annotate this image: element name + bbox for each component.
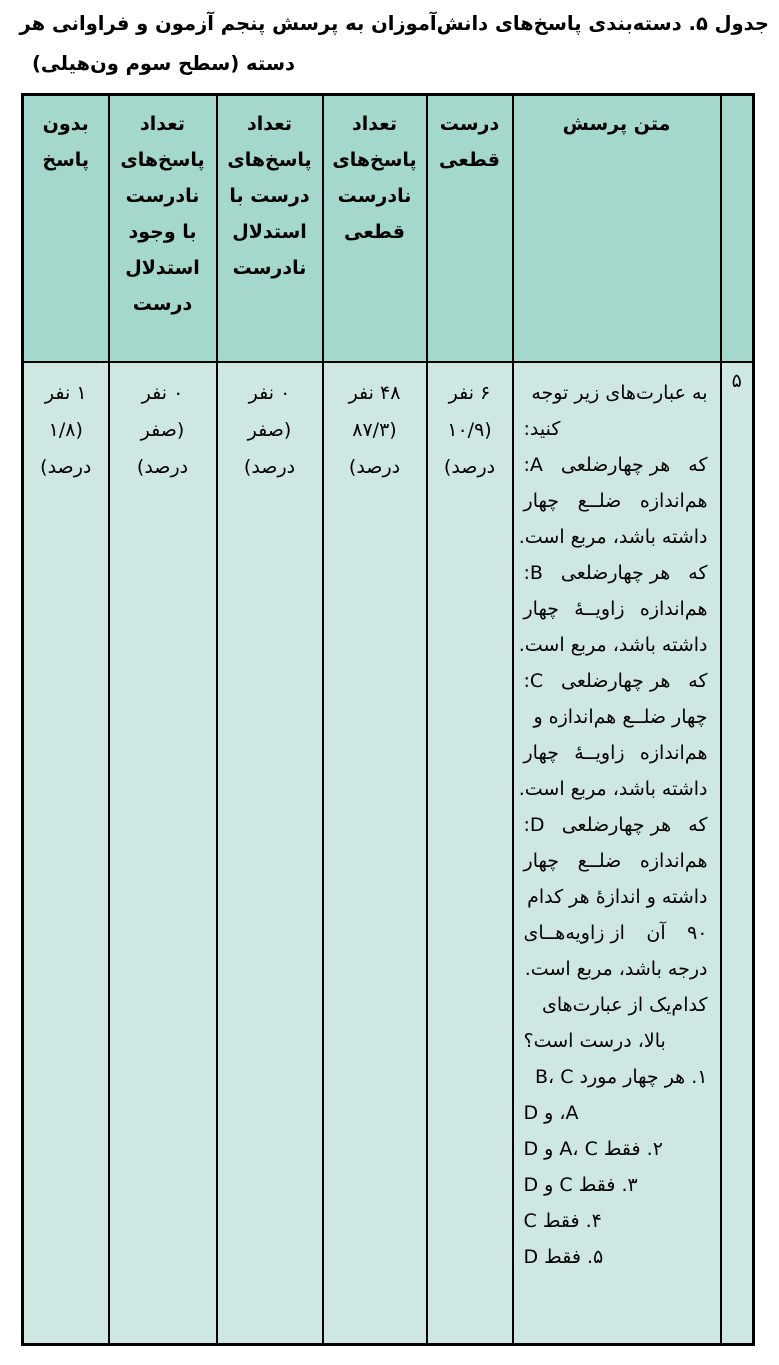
question-line-part: هر چهارضلعی: [560, 562, 671, 584]
question-line: کنید:: [523, 418, 561, 440]
question-line: [524, 735, 708, 771]
header-line: نادرست: [232, 257, 307, 279]
question-line: A، و D: [523, 1102, 579, 1124]
question-line-part: که: [688, 814, 708, 836]
question-line: ۵. فقط D: [523, 1246, 604, 1268]
header-line: نادرست: [337, 185, 412, 207]
question-line: [524, 807, 708, 843]
header-no-answer: [23, 95, 109, 363]
header-line: قطعی: [439, 149, 500, 171]
table-header: [23, 95, 754, 363]
question-line-part: که: [688, 562, 708, 584]
header-line: درست با: [229, 185, 310, 207]
question-line-part: ضلــع: [577, 490, 622, 512]
caption-line-1: جدول ۵. دسته‌بندی پاسخ‌های دانش‌آموزان به پرسش پنجم آزمون و فراوانی هر: [19, 12, 769, 35]
caption-line-2: دسته (سطح سوم ون‌هیلی): [32, 52, 296, 75]
header-line: پاسخ: [42, 149, 90, 171]
header-line: درست: [439, 113, 500, 135]
value-percent: (۸۷/۳: [352, 419, 397, 441]
value-count: ۰ نفر: [141, 382, 184, 404]
frequency-table-container: [24, 93, 755, 1346]
value-percent-unit: درصد): [443, 456, 496, 478]
value-count: ۶ نفر: [448, 382, 491, 404]
question-line: [524, 483, 708, 519]
header-line: درست: [132, 293, 193, 315]
value-count: ۰ نفر: [248, 382, 291, 404]
header-certain-correct-lines: [428, 96, 512, 178]
cell-row-index: ۵: [721, 362, 754, 1345]
question-line-part: هم‌اندازه: [639, 598, 708, 620]
header-certain-incorrect-lines: [324, 96, 426, 250]
header-line: تعداد: [139, 113, 186, 135]
header-line: پاسخ‌های: [332, 149, 417, 171]
table-caption: [10, 4, 769, 84]
header-line: قطعی: [344, 221, 405, 243]
question-line-part: ضلــع: [577, 850, 622, 872]
value-percent-unit: درصد): [348, 456, 401, 478]
question-line-part: C:: [523, 670, 544, 692]
frequency-table: [21, 93, 755, 1346]
question-line: ۱. هر چهار مورد B، C: [535, 1066, 708, 1088]
question-line-part: چهار: [523, 598, 559, 620]
header-line: پاسخ‌های: [227, 149, 312, 171]
value-count: ۴۸ نفر: [348, 382, 401, 404]
question-line: [524, 663, 708, 699]
value-percent: (۱/۸: [48, 419, 83, 441]
question-line: داشته باشد، مربع است.: [518, 634, 708, 656]
cell-certain-correct: [427, 362, 513, 1345]
question-line-part: هم‌اندازه: [639, 742, 708, 764]
certain-correct-value: [428, 363, 512, 486]
cell-incorrect-with-correct-reasoning: [109, 362, 217, 1345]
header-line: استدلال: [125, 257, 200, 279]
header-certain-correct: [427, 95, 513, 363]
question-line: [524, 915, 708, 951]
question-line: ۲. فقط A، C و D: [523, 1138, 663, 1160]
value-percent: (صفر: [247, 419, 292, 441]
question-line: بالا، درست است؟: [523, 1030, 666, 1052]
header-question-text: [513, 95, 721, 363]
question-line: داشته باشد، مربع است.: [518, 778, 708, 800]
header-line: نادرست: [125, 185, 200, 207]
question-line: [524, 843, 708, 879]
question-text-body: [514, 363, 720, 1275]
question-line-part: آن: [646, 922, 666, 944]
question-line: چهار ضلــع هم‌اندازه و: [533, 706, 708, 728]
value-percent: (۱۰/۹: [447, 419, 492, 441]
question-line: به عبارت‌های زیر توجه: [531, 382, 708, 404]
header-row: [23, 95, 754, 363]
certain-incorrect-value: [324, 363, 426, 486]
question-line: کدام‌یک از عبارت‌های: [542, 994, 708, 1016]
value-percent: (صفر: [140, 419, 185, 441]
header-line: استدلال: [232, 221, 307, 243]
header-no-answer-lines: [24, 96, 108, 178]
question-line: داشته و اندازهٔ هر کدام: [527, 886, 708, 908]
question-line-part: از زاویه‌هــای: [523, 922, 625, 944]
question-line-part: چهار: [523, 490, 559, 512]
header-line: با وجود: [128, 221, 197, 243]
header-line: تعداد: [246, 113, 293, 135]
question-line: درجه باشد، مربع است.: [524, 958, 708, 980]
incorrect-correct-reason-value: [110, 363, 216, 486]
header-correct-wrong-reason-lines: [218, 96, 322, 286]
question-line-part: B:: [523, 562, 543, 584]
no-answer-value: [24, 363, 108, 486]
question-line-part: A:: [523, 454, 543, 476]
table-row: [23, 362, 754, 1345]
cell-no-answer: [23, 362, 109, 1345]
header-question-label: متن پرسش: [562, 113, 671, 135]
table-body: [23, 362, 754, 1345]
question-line: داشته باشد، مربع است.: [518, 526, 708, 548]
question-line-part: هر چهارضلعی: [561, 670, 671, 692]
question-line: [524, 447, 708, 483]
header-certain-incorrect: [323, 95, 427, 363]
question-line-part: که: [688, 670, 708, 692]
question-line-part: چهار: [523, 742, 559, 764]
question-line: [524, 591, 708, 627]
question-line: ۳. فقط C و D: [523, 1174, 638, 1196]
header-line: پاسخ‌های: [120, 149, 205, 171]
question-line: ۴. فقط C: [523, 1210, 602, 1232]
question-line-part: هم‌اندازه: [639, 490, 708, 512]
question-line-part: هر چهارضلعی: [560, 454, 671, 476]
header-line: بدون: [42, 113, 89, 135]
header-index: [721, 95, 754, 363]
value-percent-unit: درصد): [136, 456, 189, 478]
question-line-part: زاویــهٔ: [574, 742, 625, 764]
value-percent-unit: درصد): [40, 456, 92, 478]
cell-correct-with-wrong-reasoning: [217, 362, 323, 1345]
cell-certain-incorrect: [323, 362, 427, 1345]
question-line-part: هر چهارضلعی: [561, 814, 672, 836]
header-incorrect-with-correct-reasoning: [109, 95, 217, 363]
question-line-part: D:: [523, 814, 545, 836]
question-line-part: زاویــهٔ: [574, 598, 625, 620]
header-line: تعداد: [351, 113, 398, 135]
question-line: [524, 555, 708, 591]
value-percent-unit: درصد): [243, 456, 296, 478]
question-line-part: ۹۰: [687, 922, 708, 944]
header-incorrect-correct-reason-lines: [110, 96, 216, 322]
question-line-part: چهار: [523, 850, 559, 872]
value-count: ۱ نفر: [44, 382, 87, 404]
correct-wrong-reason-value: [218, 363, 322, 486]
question-line-part: هم‌اندازه: [639, 850, 708, 872]
header-correct-with-wrong-reasoning: [217, 95, 323, 363]
cell-question-text: [513, 362, 721, 1345]
question-line-part: که: [688, 454, 708, 476]
